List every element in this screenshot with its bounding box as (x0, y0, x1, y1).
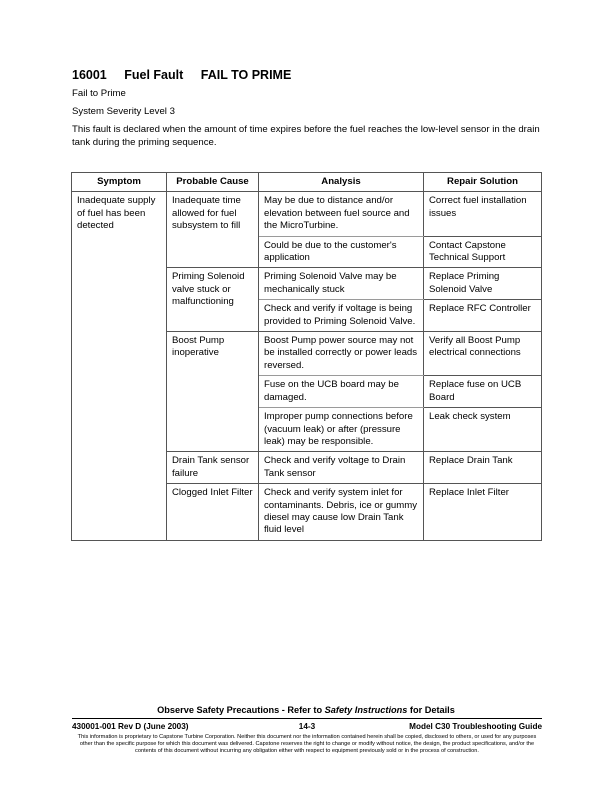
document-number: 430001-001 Rev D (June 2003) (72, 722, 189, 731)
cause-cell: Boost Pump inoperative (167, 332, 259, 452)
safety-suffix: for Details (407, 705, 455, 715)
fault-code: 16001 (72, 68, 107, 82)
analysis-cell: Boost Pump power source may not be installed correctly or power leads reversed. (259, 332, 424, 376)
cause-cell: Drain Tank sensor failure (167, 452, 259, 484)
solution-cell: Replace Priming Solenoid Valve (424, 268, 542, 300)
guide-title: Model C30 Troubleshooting Guide (409, 722, 542, 731)
analysis-cell: Priming Solenoid Valve may be mechanically stuck (259, 268, 424, 300)
proprietary-notice: This information is proprietary to Capstone Turbine Corporation. Neither this document nor the information contained herein shall be copied, disclosed to others, or used for any purposes other than the specific purpose for which this document was delivered. Capstone reserves the right to change or modify without notice, the design, the product specifications, and/or the contents of this document without incurring any obligation either with respect to equipment previously sold or in the process of construction. (77, 734, 537, 754)
analysis-cell: May be due to distance and/or elevation between fuel source and the MicroTurbine. (259, 192, 424, 236)
analysis-cell: Improper pump connections before (vacuum leak) or after (pressure leak) may be responsible. (259, 408, 424, 452)
page-number: 14-3 (298, 722, 316, 731)
cause-cell: Priming Solenoid valve stuck or malfunctioning (167, 268, 259, 332)
analysis-cell: Fuse on the UCB board may be damaged. (259, 376, 424, 408)
page-title (72, 68, 291, 82)
analysis-cell: Could be due to the customer's application (259, 236, 424, 268)
safety-prefix: Observe Safety Precautions - Refer to (157, 705, 325, 715)
severity-level: System Severity Level 3 (72, 106, 175, 117)
safety-notice (0, 705, 612, 715)
analysis-cell: Check and verify system inlet for contaminants. Debris, ice or gummy diesel may cause low Drain Tank fluid level (259, 484, 424, 541)
table-row (72, 192, 542, 236)
fault-title: FAIL TO PRIME (200, 68, 292, 82)
fault-description: This fault is declared when the amount of time expires before the fuel reaches the low-level sensor in the drain tank during the priming sequence. (72, 124, 540, 148)
cause-cell: Inadequate time allowed for fuel subsystem to fill (167, 192, 259, 268)
solution-cell: Replace Drain Tank (424, 452, 542, 484)
table-header-row (72, 173, 542, 192)
cause-cell: Clogged Inlet Filter (167, 484, 259, 541)
solution-cell: Contact Capstone Technical Support (424, 236, 542, 268)
solution-cell: Verify all Boost Pump electrical connections (424, 332, 542, 376)
header-repair-solution: Repair Solution (424, 173, 542, 192)
footer-divider (72, 718, 542, 719)
solution-cell: Leak check system (424, 408, 542, 452)
analysis-cell: Check and verify voltage to Drain Tank sensor (259, 452, 424, 484)
header-probable-cause: Probable Cause (167, 173, 259, 192)
header-symptom: Symptom (72, 173, 167, 192)
fault-subtitle: Fail to Prime (72, 88, 126, 99)
solution-cell: Replace fuse on UCB Board (424, 376, 542, 408)
analysis-cell: Check and verify if voltage is being provided to Priming Solenoid Valve. (259, 300, 424, 332)
header-analysis: Analysis (259, 173, 424, 192)
symptom-cell: Inadequate supply of fuel has been detected (72, 192, 167, 540)
solution-cell: Replace RFC Controller (424, 300, 542, 332)
fault-name: Fuel Fault (124, 68, 184, 82)
safety-instructions-reference: Safety Instructions (324, 705, 408, 715)
solution-cell: Correct fuel installation issues (424, 192, 542, 236)
troubleshooting-table (71, 172, 542, 541)
solution-cell: Replace Inlet Filter (424, 484, 542, 541)
